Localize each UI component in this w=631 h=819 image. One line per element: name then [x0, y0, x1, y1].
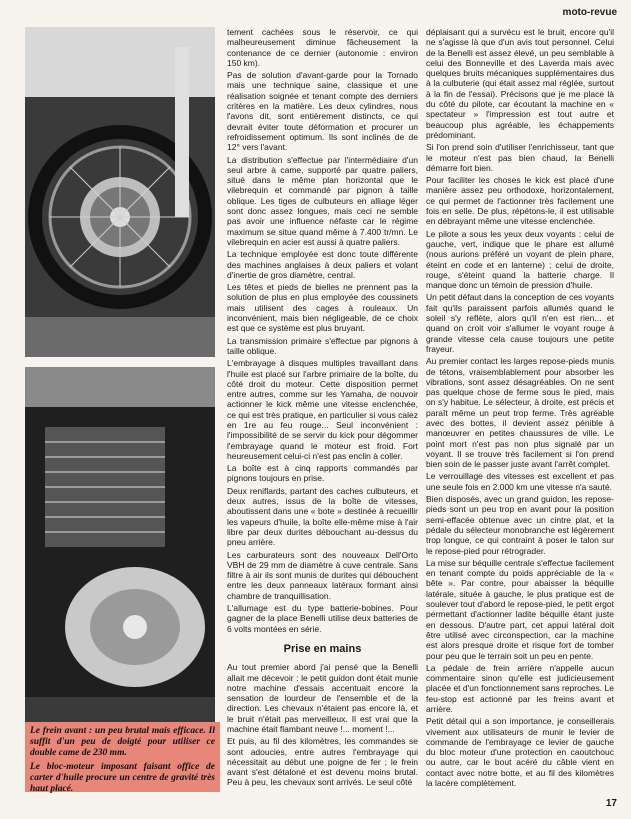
article-paragraph: Les carburateurs sont des nouveaux Dell'Orto VBH de 29 mm de diamètre à cuve centrale. Sans filtre à air ils sont munis de durites qui débouchent entre les deux panneaux latéraux formant ainsi chambre de tranquillisation.: [227, 549, 418, 601]
article-paragraph: Si l'on prend soin d'utiliser l'enrichisseur, tant que le moteur n'est pas bien chaud, la Benelli démarre fort bien.: [426, 142, 614, 173]
article-paragraph: Le pilote a sous les yeux deux voyants : celui de gauche, vert, indique que le phare est allumé (nous aurions préféré un voyant de plein phare, éteint en code et en lanterne) ; celui de droite, rouge, s'éteint quand la batterie charge. Il manque donc un témoin de pression d'huile.: [426, 228, 614, 291]
article-paragraph: déplaisant qui a survécu est le bruit, encore qu'il ne s'agisse là que d'un avis tout personnel. Celui de la Benelli est assez élevé, un peu semblable à celui des Bonneville et des Laverda mais avec quelques bruits mécaniques supplémentaires dus à la culbuterie (qui était assez mal réglée, surtout à la fin de l'essai). Précisons que je me place là du côté du pilote, car écoutant la machine en « spectateur » l'impression est tout autre et beaucoup plus agréable, les échappements prédominant.: [426, 27, 614, 140]
article-paragraph: L'embrayage à disques multiples travaillant dans l'huile est placé sur l'arbre primaire de la boîte, du côté droit du moteur. Cette disposition permet entre autres, comme sur les Yamaha, de nouvoir actionner le kick même une vitesse enclenchée, ce qui est très pratique, en particulier si vous calez en 1re au feu rouge... Seul inconvénient : l'impossibilité de se servir du kick pour dégommer l'embrayage quand le moteur est froid. Fort heureusement celui-ci n'est pas enclin à coller.: [227, 358, 418, 461]
section-title: Prise en mains: [283, 642, 362, 655]
article-paragraph: Et puis, au fil des kilomètres, les commandes se sont adoucies, entre autres l'embrayage qui nécessitait au début une poigne de fer ; le frein avant s'est détaloné et est devenu moins brutal. Peu à peu, les chevaux sont arrivés. Le seul côté: [227, 736, 418, 788]
article-paragraph: Pas de solution d'avant-garde pour la Tornado mais une technique saine, classique et une réalisation soignée et tenant compte des derniers critères en la matière. Les deux cylindres, nous l'avons dit, sont entièrement distincts, ce qui devrait éviter toute déformation et procurer un refroidissement optimum. Ils sont inclinés de de 12° vers l'avant.: [227, 70, 418, 153]
engine-block-photo: [25, 367, 215, 747]
magazine-header: moto-revue: [562, 7, 617, 18]
article-paragraph: La transmission primaire s'effectue par pignons à taille oblique.: [227, 335, 418, 356]
article-paragraph: Bien disposés, avec un grand guidon, les repose-pieds sont un peu trop en avant pour la position semi-effacée obtenue avec un cintre plat, et la pédale du sélecteur monobranche est légèrement trop longue, ce qui contraint à poser le talon sur le repose-pied pour rétrograder.: [426, 494, 614, 556]
article-paragraph: tement cachées sous le réservoir, ce qui malheureusement diminue fâcheusement la contenance de ce dernier (autonomie : environ 150 km).: [227, 27, 418, 68]
page-number: 17: [605, 798, 617, 809]
article-paragraph: La boîte est à cinq rapports commandés par pignons toujours en prise.: [227, 463, 418, 484]
article-paragraph: Pour faciliter les choses le kick est placé d'une manière assez peu orthodoxe, horizontalement, ce qui permet de l'actionner très facilement une fois en selle. De plus, répétons-le, il est utilisable en débrayant même une vitesse enclenchée.: [426, 175, 614, 227]
article-paragraph: Au tout premier abord j'ai pensé que la Benelli allait me décevoir : le petit guidon dont était munie notre machine d'essais accentuait encore la sensation de lourdeur de l'ensemble et de la direction. Les chevaux n'étaient pas encore là, et le bruit n'était pas merveilleux. Il est vrai que la machine était flambant neuve !... moment !...: [227, 662, 418, 734]
article-paragraph: La distribution s'effectue par l'intermédiaire d'un seul arbre à came, supporté par quatre paliers, situé dans le même plan horizontal que le vilebrequin et commandé par pignon à taille oblique. Les tiges de culbuteurs en alliage léger sont donc assez longues, mais ceci ne semble pas avoir une influence néfaste car le régime maximum se situe quand même à 7.400 tr/mn. Le vilebrequin en acier est aussi à quatre paliers.: [227, 154, 418, 247]
article-paragraph: Deux reniflards, partant des caches culbuteurs, et deux autres, issus de la boîte de vitesses, aboutissent dans une « bote » destinée à recueillir les vapeurs d'huile, la boîte elle-même mise à l'air libre par deux durites débouchant au-dessus du pneu arrière.: [227, 485, 418, 548]
article-paragraph: La mise sur béquille centrale s'effectue facilement en tenant compte du poids appréciable de la « bête ». Par contre, pour abaisser la béquille latérale, située à gauche, le plus pratique est de soulever tout d'abord le repose-pied, le petit ergot permettant d'actionner ladite béquille étant juste en dessous. D'autre part, cet appui latéral doit être utilisé avec circonspection, car la machine est alors presque droite et risque fort de tomber pour peu que le terrain soit un peu en pente.: [426, 557, 614, 661]
article-paragraph: Le verrouillage des vitesses est excellent et pas une seule fois en 2.000 km une vitesse n'a sauté.: [426, 471, 614, 492]
article-paragraph: Au premier contact les larges repose-pieds munis de tétons, vraisemblablement pour absorber les vibrations, sont assez désagréables. On ne sent pas quelque chose de ferme sous le pied, mais on s'y habitue. Le sélecteur, à droite, est précis et paraît même un peut trop ferme. Très agréable avec des bottes, il devient assez pénible à manœuvrer en petites chaussures de ville. Le point mort n'est pas non plus signalé par un voyant. Il se trouve très facilement si l'on prend bien soin de le passer juste avant l'arrêt complet.: [426, 356, 614, 470]
photo-caption: [25, 722, 220, 792]
article-paragraph: Petit détail qui a son importance, je conseillerais vivement aux utilisateurs de munir le levier de commande de l'embrayage ce levier de gauche du bloc moteur d'une protection en caoutchouc ou autre, car le bout acéré du câble vient en contact avec notre botte, et au fil des kilomètres la lacère complètement.: [426, 716, 614, 789]
caption-engine: Le bloc-moteur imposant faisant office de carter d'huile procure un centre de gravité très haut placé.: [30, 762, 215, 794]
article-paragraph: La technique employée est donc toute différente des machines anglaises à deux paliers et volant d'inertie de gros diamètre, central.: [227, 249, 418, 280]
front-brake-photo: [25, 27, 215, 357]
article-paragraph: Les têtes et pieds de bielles ne prennent pas la solution de plus en plus employée des coussinets mais utilisent des cages à rouleaux. Un inconvénient, mais bien négligeable, de ce choix est que ce système est plus bruyant.: [227, 282, 418, 334]
caption-front-brake: Le frein avant : un peu brutal mais efficace. Il suffit d'un peu de doigté pour utiliser ce double came de 230 mm.: [30, 726, 215, 758]
article-column-middle: [227, 27, 418, 790]
article-column-right: [426, 27, 614, 790]
article-paragraph: Un petit défaut dans la conception de ces voyants fait qu'ils paraissent parfois allumés quand le soleil s'y reflète, alors qu'il n'en est rien... et quand on croit voir s'allumer le voyant rouge à grande vitesse cela cause toujours une petite frayeur.: [426, 292, 614, 354]
article-paragraph: L'allumage est du type batterie-bobines. Pour gagner de la place Benelli utilise deux batteries de 6 volts montées en série.: [227, 603, 418, 634]
article-paragraph: La pédale de frein arrière n'appelle aucun commentaire sinon qu'elle est judicieusement placée et d'un fonctionnement sans reproches. Le feu-stop est actionné par les freins avant et arrière.: [426, 662, 614, 714]
